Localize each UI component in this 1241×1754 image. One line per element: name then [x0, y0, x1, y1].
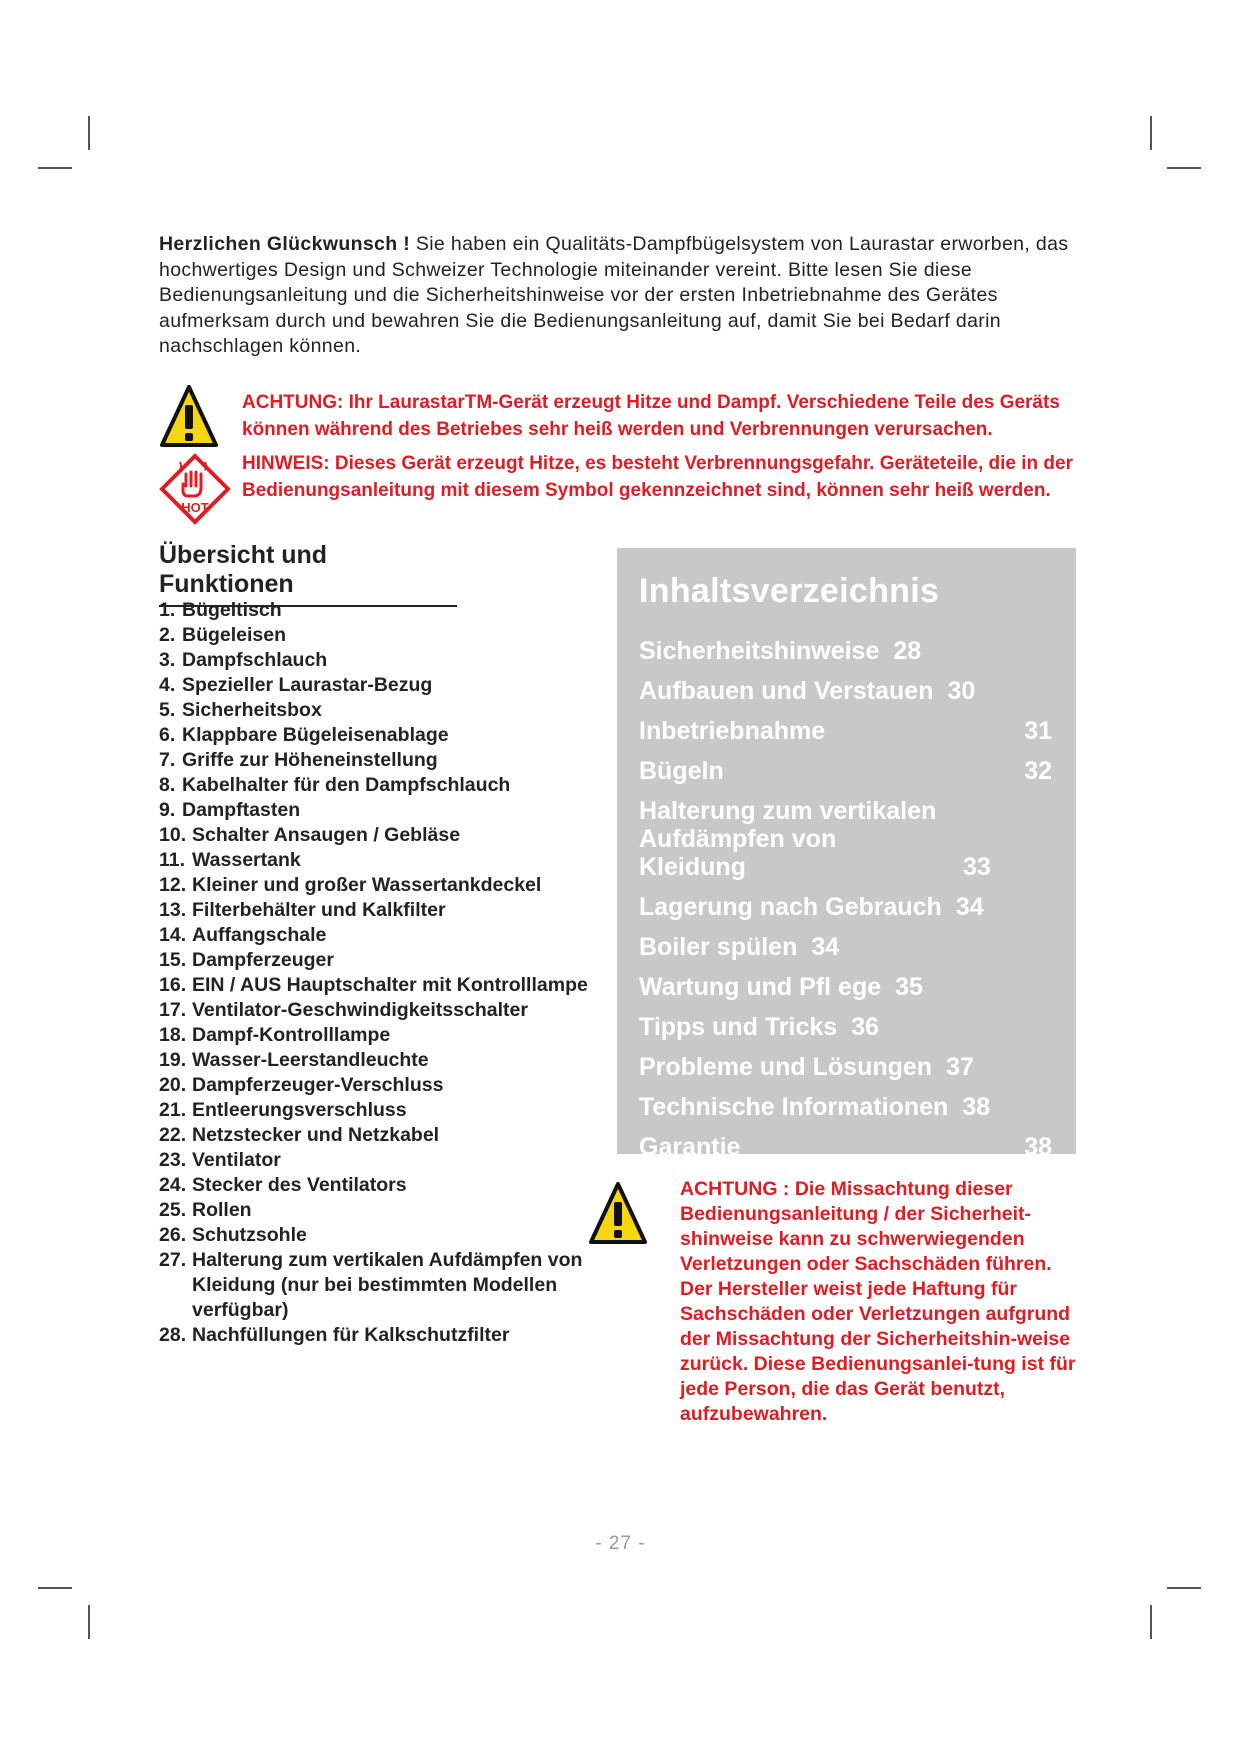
list-item: [159, 1123, 599, 1148]
toc-item-page: 28: [893, 637, 922, 665]
list-item: [159, 1198, 599, 1223]
crop-mark: [88, 116, 90, 150]
item-label: Kleiner und großer Wassertankdeckel: [192, 874, 542, 896]
item-label: Dampferzeuger-Verschluss: [192, 1074, 444, 1096]
crop-mark: [1167, 167, 1201, 169]
toc-item-page: 36: [851, 1013, 880, 1041]
item-number: 3.: [159, 649, 176, 671]
item-number: 2.: [159, 624, 176, 646]
item-number: 4.: [159, 674, 176, 696]
warning-achtung-bottom: ACHTUNG : Die Missachtung dieser Bedienungsanleitung / der Sicherheit-shinweise kann zu schwerwiegenden Verletzungen oder Sachschäden führen. Der Hersteller weist jede Haftung für Sachschäden oder Verletzungen aufgrund der Missachtung der Sicherheitshin-weise zurück. Diese Bedienungsanlei-tung ist für jede Person, die das Gerät benutzt, aufzubewahren.: [680, 1178, 1076, 1425]
list-item: [159, 973, 599, 998]
toc-item-page: 33: [963, 853, 991, 881]
list-item: [159, 773, 599, 798]
item-number: 16.: [159, 974, 187, 996]
item-label: Filterbehälter und Kalkfilter: [192, 899, 446, 921]
toc-item-page: 34: [811, 933, 840, 961]
item-number: 11.: [159, 849, 186, 871]
item-number: 8.: [159, 774, 176, 796]
crop-mark: [38, 167, 72, 169]
item-number: 24.: [159, 1174, 187, 1196]
list-item: [159, 723, 599, 748]
list-item: [159, 1148, 599, 1173]
item-number: 22.: [159, 1124, 187, 1146]
item-label: Wasser-Leerstandleuchte: [192, 1049, 429, 1071]
item-number: 27.: [159, 1249, 187, 1271]
list-item: [159, 673, 599, 698]
item-label: Dampfschlauch: [182, 649, 328, 671]
item-label: Netzstecker und Netzkabel: [192, 1124, 440, 1146]
list-item: [159, 598, 599, 623]
item-label: Griffe zur Höheneinstellung: [182, 749, 438, 771]
toc-item[interactable]: [639, 973, 1052, 1001]
list-item: [159, 923, 599, 948]
list-item: [159, 1048, 599, 1073]
toc-item[interactable]: [639, 1053, 1052, 1081]
toc-title: Inhaltsverzeichnis: [639, 572, 940, 610]
item-label: Ventilator: [192, 1149, 281, 1171]
page-number: - 27 -: [595, 1533, 646, 1554]
item-label: Ventilator-Geschwindigkeitsschalter: [192, 999, 528, 1021]
warning-achtung-top: ACHTUNG: Ihr LaurastarTM-Gerät erzeugt Hitze und Dampf. Verschiedene Teile des Geräts können während des Betriebes sehr heiß werden und Verbrennungen verursachen.: [242, 392, 1060, 440]
hot-label: HOT: [181, 500, 209, 515]
toc-item-page: 32: [1024, 757, 1052, 785]
item-label: Auffangschale: [192, 924, 327, 946]
overview-list: [159, 598, 599, 1348]
toc-item-label: Technische Informationen: [639, 1093, 949, 1121]
crop-mark: [88, 1605, 90, 1639]
item-label: Dampftasten: [182, 799, 301, 821]
list-item: [159, 1098, 599, 1123]
toc-item-label: Probleme und Lösungen: [639, 1053, 933, 1081]
warning-hinweis: HINWEIS: Dieses Gerät erzeugt Hitze, es besteht Verbrennungsgefahr. Geräteteile, die in der Bedienungsanleitung mit diesem Symbol gekennzeichnet sind, können sehr heiß werden.: [242, 453, 1073, 501]
item-number: 28.: [159, 1324, 187, 1346]
item-number: 25.: [159, 1199, 187, 1221]
list-item: [159, 1173, 599, 1198]
toc-item-label: Bügeln: [639, 757, 724, 785]
item-label: Halterung zum vertikalen Aufdämpfen von Kleidung (nur bei bestimmten Modellen verfügbar): [192, 1249, 583, 1321]
toc-item[interactable]: [639, 717, 1052, 745]
toc-item-label: Tipps und Tricks: [639, 1013, 838, 1041]
toc-item-label: Halterung zum vertikalen Aufdämpfen von Kleidung: [639, 797, 937, 881]
toc-item-page: 35: [895, 973, 923, 1001]
item-label: Klappbare Bügeleisenablage: [182, 724, 449, 746]
item-number: 7.: [159, 749, 176, 771]
toc-item[interactable]: [639, 757, 1052, 785]
item-number: 19.: [159, 1049, 187, 1071]
list-item: [159, 798, 599, 823]
item-number: 15.: [159, 949, 187, 971]
list-item: [159, 998, 599, 1023]
toc-item[interactable]: [639, 1013, 1052, 1041]
list-item: [159, 748, 599, 773]
item-number: 18.: [159, 1024, 187, 1046]
item-label: Dampf-Kontrolllampe: [192, 1024, 391, 1046]
item-number: 5.: [159, 699, 176, 721]
item-number: 26.: [159, 1224, 187, 1246]
item-number: 20.: [159, 1074, 187, 1096]
toc-item-page: 37: [946, 1053, 974, 1081]
item-label: Spezieller Laurastar-Bezug: [182, 674, 433, 696]
warning-triangle-icon: [159, 383, 219, 451]
list-item: [159, 823, 599, 848]
hot-surface-icon: [158, 452, 232, 526]
warning-triangle-icon: [588, 1180, 648, 1248]
toc-item-label: Inbetriebnahme: [639, 717, 826, 745]
list-item: [159, 848, 599, 873]
item-label: Dampferzeuger: [192, 949, 334, 971]
item-label: EIN / AUS Hauptschalter mit Kontrolllampe: [192, 974, 588, 996]
crop-mark: [1150, 116, 1152, 150]
item-number: 23.: [159, 1149, 187, 1171]
list-item: [159, 1023, 599, 1048]
item-number: 13.: [159, 899, 187, 921]
item-label: Schalter Ansaugen / Gebläse: [192, 824, 461, 846]
toc-item-label: Sicherheitshinweise: [639, 637, 880, 665]
list-item: [159, 898, 599, 923]
toc-item-page: 38: [1024, 1133, 1052, 1161]
crop-mark: [1167, 1587, 1201, 1589]
item-label: Wassertank: [192, 849, 301, 871]
list-item: [159, 623, 599, 648]
list-item: [159, 648, 599, 673]
toc-item-label: Lagerung nach Gebrauch: [639, 893, 942, 921]
toc-item-page: 34: [955, 893, 984, 921]
item-label: Sicherheitsbox: [182, 699, 322, 721]
toc-item-label: Wartung und Pfl ege: [639, 973, 882, 1001]
list-item: [159, 1323, 599, 1348]
toc-item[interactable]: [639, 893, 1052, 921]
item-number: 12.: [159, 874, 187, 896]
intro-lead: Herzlichen Glückwunsch !: [159, 233, 411, 255]
item-label: Nachfüllungen für Kalkschutzfilter: [192, 1324, 510, 1346]
item-number: 6.: [159, 724, 176, 746]
list-item: [159, 698, 599, 723]
item-number: 14.: [159, 924, 187, 946]
item-number: 17.: [159, 999, 187, 1021]
item-label: Stecker des Ventilators: [192, 1174, 407, 1196]
item-label: Entleerungsverschluss: [192, 1099, 407, 1121]
toc-item-label: Boiler spülen: [639, 933, 798, 961]
item-label: Kabelhalter für den Dampfschlauch: [182, 774, 511, 796]
toc-item[interactable]: [639, 797, 1052, 881]
item-label: Schutzsohle: [192, 1224, 307, 1246]
toc-item[interactable]: [639, 1093, 1052, 1121]
item-number: 1.: [159, 599, 176, 621]
list-item: [159, 1248, 599, 1323]
toc-item[interactable]: [639, 677, 1052, 705]
toc-item-page: 38: [962, 1093, 991, 1121]
toc-item[interactable]: [639, 637, 1052, 665]
intro-paragraph: [159, 232, 1084, 360]
item-number: 9.: [159, 799, 176, 821]
toc-item[interactable]: [639, 1133, 1052, 1161]
list-item: [159, 948, 599, 973]
item-number: 21.: [159, 1099, 187, 1121]
item-label: Bügeleisen: [182, 624, 287, 646]
toc-item-page: 30: [947, 677, 976, 705]
list-item: [159, 1073, 599, 1098]
list-item: [159, 1223, 599, 1248]
list-item: [159, 873, 599, 898]
table-of-contents: [617, 548, 1076, 1161]
toc-item-label: Garantie: [639, 1133, 741, 1161]
crop-mark: [1150, 1605, 1152, 1639]
section-title-overview: Übersicht und Funktionen: [159, 541, 457, 607]
crop-mark: [38, 1587, 72, 1589]
item-label: Rollen: [192, 1199, 252, 1221]
toc-item[interactable]: [639, 933, 1052, 961]
item-label: Bügeltisch: [182, 599, 282, 621]
item-number: 10.: [159, 824, 187, 846]
toc-item-label: Aufbauen und Verstauen: [639, 677, 934, 705]
intro-text: Sie haben ein Qualitäts-Dampfbügelsystem von Laurastar erworben, das hochwertiges Design und Schweizer Technologie miteinander vereint. Bitte lesen Sie diese Bedienungsanleitung und die Sicherheitshinweise vor der ersten Inbetriebnahme des Gerätes aufmerksam durch und bewahren Sie die Bedienungsanleitung auf, damit Sie bei Bedarf darin nachschlagen können.: [159, 233, 1069, 357]
toc-item-page: 31: [1024, 717, 1052, 745]
